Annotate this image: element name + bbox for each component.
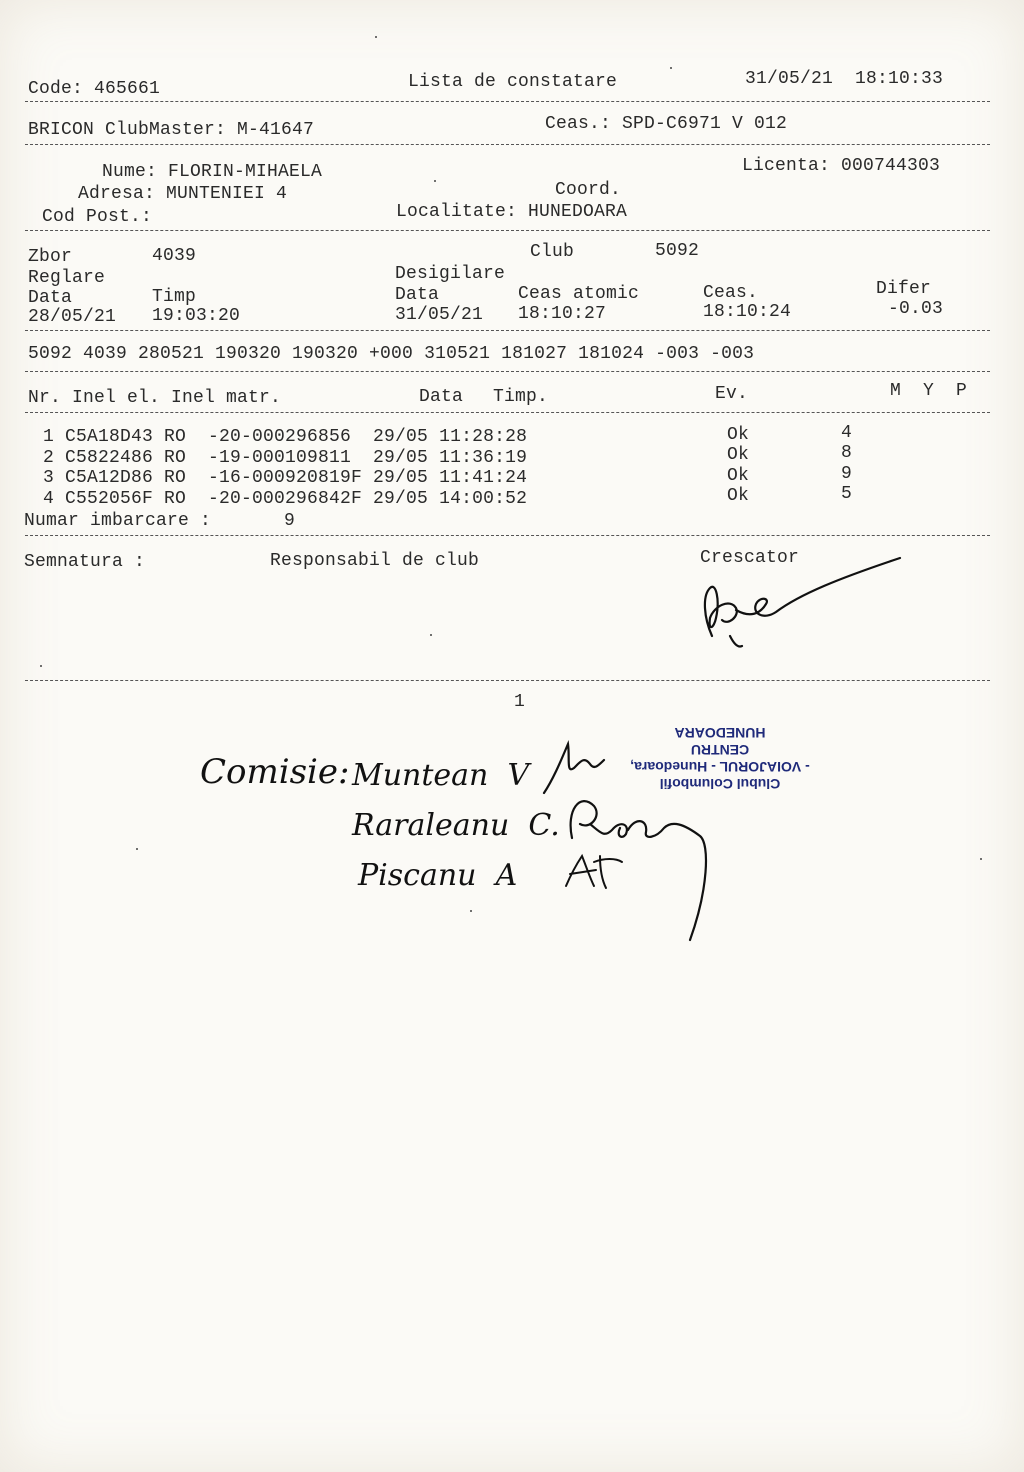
document-title: Lista de constatare xyxy=(408,72,618,92)
table-row-ev: Ok xyxy=(727,445,750,465)
table-header-time: Timp. xyxy=(493,387,549,407)
atomic-clock-label: Ceas atomic xyxy=(518,284,640,304)
breeder-signature xyxy=(690,548,920,658)
scan-speck xyxy=(40,665,42,667)
handwritten-member-1: Muntean V xyxy=(352,758,530,793)
table-row: 1 C5A18D43 RO -20-000296856 29/05 11:28:28 xyxy=(32,427,528,447)
handwritten-member-2: Raraleanu C. xyxy=(352,808,560,843)
club-number: 5092 xyxy=(655,241,700,261)
table-row-m: 4 xyxy=(841,423,853,443)
separator xyxy=(25,101,990,102)
table-header-rings: Nr. Inel el. Inel matr. xyxy=(28,388,282,408)
reglare-date: 28/05/21 xyxy=(28,307,117,327)
scan-speck xyxy=(430,634,432,636)
clock-label: Ceas. xyxy=(703,283,759,303)
flight-label: Zbor xyxy=(28,247,73,267)
desig-date-label: Data xyxy=(395,285,440,305)
table-row-m: 8 xyxy=(841,443,853,463)
postal-code-label: Cod Post.: xyxy=(42,207,153,227)
table-row-m: 9 xyxy=(841,464,853,484)
table-header-myp: M Y P xyxy=(890,381,968,401)
separator xyxy=(25,371,990,372)
breeder-label: Crescator xyxy=(700,548,800,568)
owner-address: Adresa: MUNTENIEI 4 xyxy=(78,184,288,204)
boarding-label: Numar imbarcare : xyxy=(24,511,212,531)
signature-label: Semnatura : xyxy=(24,552,146,572)
boarding-count: 9 xyxy=(284,511,296,531)
table-header-ev: Ev. xyxy=(715,384,749,404)
separator xyxy=(25,144,990,145)
locality: Localitate: HUNEDOARA xyxy=(396,202,628,222)
difference-label: Difer xyxy=(876,279,932,299)
stamp-line: CENTRU xyxy=(690,742,750,758)
handwritten-commission-label: Comisie: xyxy=(200,752,350,792)
club-master-id: BRICON ClubMaster: M-41647 xyxy=(28,120,315,140)
scan-speck xyxy=(136,848,138,850)
club-label: Club xyxy=(530,242,575,262)
table-row-ev: Ok xyxy=(727,486,750,506)
scan-speck xyxy=(670,67,672,69)
table-row: 4 C552056F RO -20-000296842F 29/05 14:00:52 xyxy=(32,489,528,509)
handwritten-member-3: Piscanu A xyxy=(358,858,518,893)
member-3-signature xyxy=(560,852,630,892)
scan-speck xyxy=(980,858,982,860)
club-responsible-label: Responsabil de club xyxy=(270,551,480,571)
stamp-line: HUNEDOARA xyxy=(674,725,766,741)
table-row: 2 C5822486 RO -19-000109811 29/05 11:36:19 xyxy=(32,448,528,468)
code-line: 5092 4039 280521 190320 190320 +000 310521 181027 181024 -003 -003 xyxy=(28,344,755,364)
owner-name: Nume: FLORIN-MIHAELA xyxy=(102,162,323,182)
separator xyxy=(25,230,990,231)
reglare-time-label: Timp xyxy=(152,287,197,307)
table-row-ev: Ok xyxy=(727,425,750,445)
scan-speck xyxy=(375,36,377,38)
print-datetime: 31/05/21 18:10:33 xyxy=(745,69,944,89)
scan-speck xyxy=(434,180,436,182)
clock-id: Ceas.: SPD-C6971 V 012 xyxy=(545,114,788,134)
reglare-heading: Reglare xyxy=(28,268,106,288)
table-header-date: Data xyxy=(419,387,464,407)
code-number: Code: 465661 xyxy=(28,79,161,99)
table-row-ev: Ok xyxy=(727,466,750,486)
license-number: Licenta: 000744303 xyxy=(742,156,941,176)
separator xyxy=(25,535,990,536)
scan-speck xyxy=(470,910,472,912)
atomic-clock-time: 18:10:27 xyxy=(518,304,607,324)
reglare-date-label: Data xyxy=(28,288,73,308)
separator xyxy=(25,412,990,413)
stamp-line: - VOIAJORUL - Hunedoara, xyxy=(630,759,810,775)
stamp-line: Clubul Columbofil xyxy=(659,776,781,792)
table-row-m: 5 xyxy=(841,484,853,504)
difference-value: -0.03 xyxy=(888,299,944,319)
flight-number: 4039 xyxy=(152,246,197,266)
reglare-time: 19:03:20 xyxy=(152,306,241,326)
table-row: 3 C5A12D86 RO -16-000920819F 29/05 11:41:24 xyxy=(32,468,528,488)
desig-date: 31/05/21 xyxy=(395,305,484,325)
coord-label: Coord. xyxy=(555,180,622,200)
separator xyxy=(25,330,990,331)
separator xyxy=(25,680,990,681)
page-number: 1 xyxy=(514,692,526,712)
desigilare-heading: Desigilare xyxy=(395,264,506,284)
clock-time: 18:10:24 xyxy=(703,302,792,322)
